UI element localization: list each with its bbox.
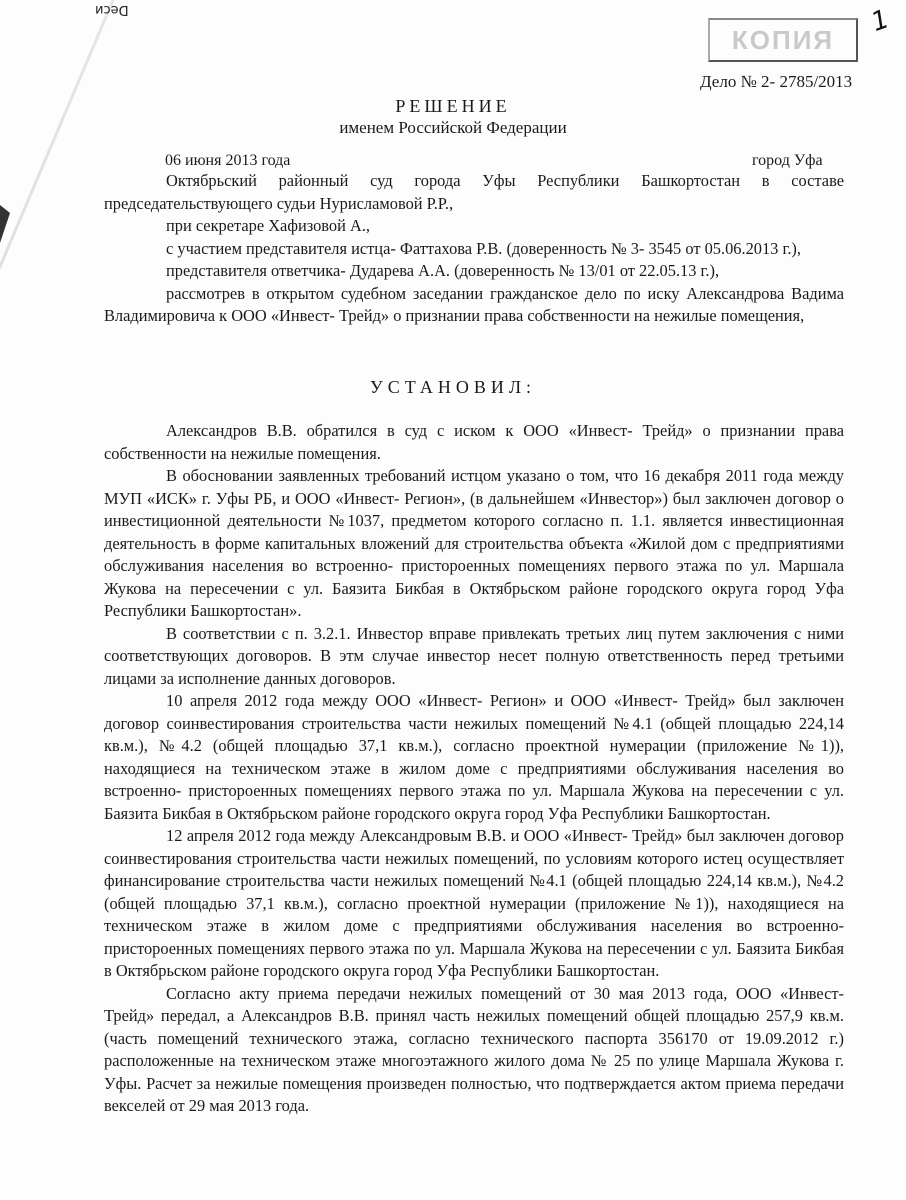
case-number: Дело № 2- 2785/2013	[700, 72, 853, 91]
plaintiff-representative: с участием представителя истца- Фаттахова Р.В. (доверенность № 3- 3545 от 05.06.2013 г.),	[166, 238, 801, 258]
page-number: 1	[867, 4, 894, 38]
court-composition: Октябрьский районный суд города Уфы Республики Башкортостан в составе председательствующего судьи Нурисламовой Р.Р.,	[104, 171, 844, 213]
findings-block	[104, 420, 844, 1118]
paragraph: 10 апреля 2012 года между ООО «Инвест- Регион» и ООО «Инвест- Трейд» был заключен договор соинвестирования строительства части нежилых помещений №4.1 (общей площадью 224,14 кв.м.), №4.2 (общей площадью 37,1 кв.м.), согласно проектной нумерации (приложение №1)), находящиеся на техническом этаже в жилом доме с предприятиями обслуживания населения во встроенно- пристороенных помещениях первого этажа по ул. Маршала Жукова на пересечении с ул. Баязита Бикбая в Октябрьском районе городского округа город Уфа Республики Башкортостан.	[104, 691, 844, 823]
edge-mark	[0, 205, 10, 243]
copy-stamp	[708, 18, 858, 62]
section-heading: УСТАНОВИЛ:	[369, 377, 537, 397]
decision-city: город Уфа	[752, 152, 823, 169]
paragraph: Александров В.В. обратился в суд с иском к ООО «Инвест- Трейд» о признании права собственности на нежилые помещения.	[104, 421, 844, 463]
paragraph: В обосновании заявленных требований истцом указано о том, что 16 декабря 2011 года между МУП «ИСК» г. Уфы РБ, и ООО «Инвест- Регион», (в дальнейшем «Инвестор») был заключен договор о инвестиционной деятельности №1037, предметом которого согласно п. 1.1. является инвестиционная деятельность в форме капитальных вложений для строительства объекта «Жилой дом с предприятиями обслуживания населения во встроенно- пристороенных помещениях первого этажа по ул. Маршала Жукова на пересечении с ул. Баязита Бикбая в Октябрьском районе городского округа город Уфа Республики Башкортостан».	[104, 466, 844, 620]
corner-fragment-text: Dеси	[95, 2, 129, 17]
intro-block	[104, 170, 844, 328]
copy-stamp-label: КОПИЯ	[731, 24, 835, 55]
paragraph: Согласно акту приема передачи нежилых помещений от 30 мая 2013 года, ООО «Инвест- Трейд» передал, а Александров В.В. принял часть нежилых помещений общей площадью 257,9 кв.м. (часть помещений технического этажа, согласно технического паспорта 356170 от 19.09.2012 г.) расположенные на техническом этаже многоэтажного жилого дома № 25 по улице Маршала Жукова г. Уфы. Расчет за нежилые помещения произведен полностью, что подтверждается актом приема передачи векселей от 29 мая 2013 года.	[104, 983, 844, 1115]
defendant-representative: представителя ответчика- Дударева А.А. (доверенность № 13/01 от 22.05.13 г.),	[166, 261, 720, 280]
decision-date: 06 июня 2013 года	[165, 152, 291, 169]
document-subtitle: именем Российской Федерации	[339, 118, 567, 137]
secretary-line: при секретаре Хафизовой А.,	[166, 216, 371, 235]
paragraph: 12 апреля 2012 года между Александровым В.В. и ООО «Инвест- Трейд» был заключен договор соинвестирования строительства части нежилых помещений, по условиям которого истец осуществляет финансирование строительства части нежилых помещений №4.1 (общей площадью 224,14 кв.м.), №4.2 (общей площадью 37,1 кв.м.), согласно проектной нумерации (приложение №1)), находящиеся на техническом этаже в жилом доме с предприятиями обслуживания населения во встроенно- пристороенных помещениях первого этажа по ул. Маршала Жукова на пересечении с ул. Баязита Бикбая в Октябрьском районе городского округа город Уфа Республики Башкортостан.	[104, 826, 844, 980]
document-title: РЕШЕНИЕ	[395, 96, 511, 116]
case-description: рассмотрев в открытом судебном заседании гражданское дело по иску Александрова Вадима Владимировича к ООО «Инвест- Трейд» о признании права собственности на нежилые помещения,	[104, 283, 844, 325]
paragraph: В соответствии с п. 3.2.1. Инвестор вправе привлекать третьих лиц путем заключения с ними соответствующих договоров. В этм случае инвестор несет полную ответственность перед третьими лицами за исполнение данных договоров.	[104, 623, 844, 688]
